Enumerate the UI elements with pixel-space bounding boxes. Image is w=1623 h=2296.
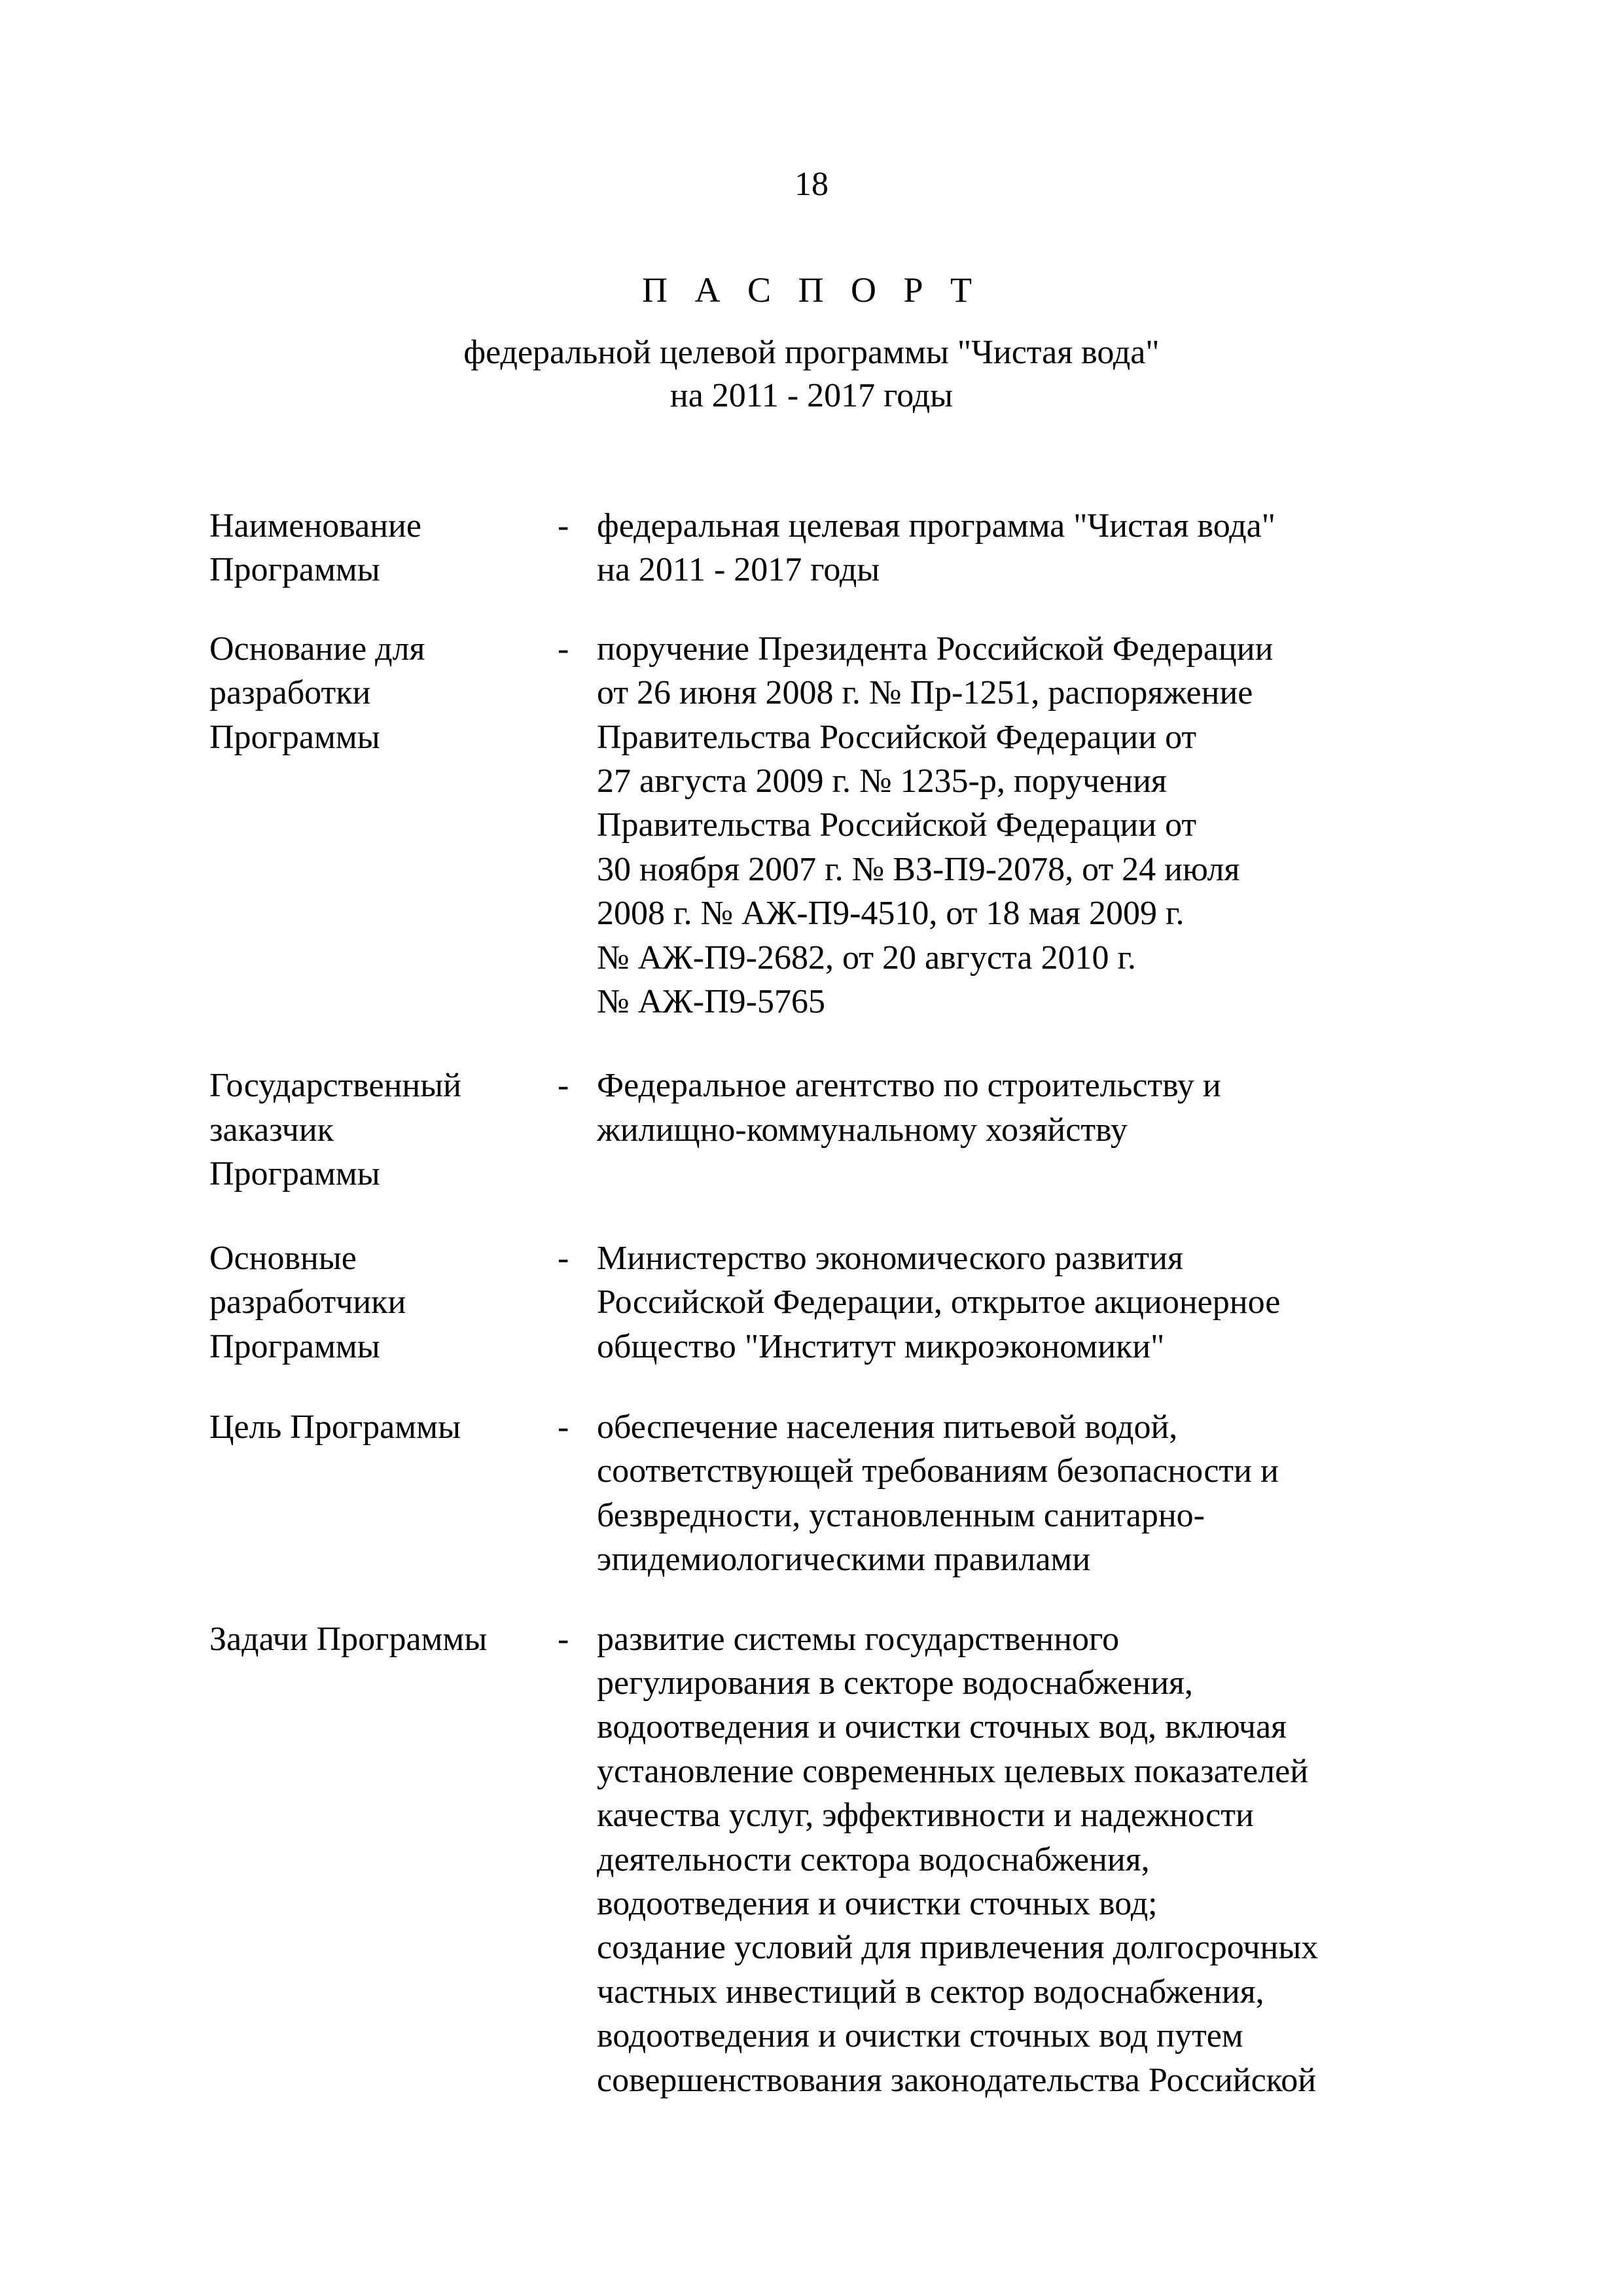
row-label xyxy=(209,1236,556,1369)
row-value xyxy=(597,504,1427,592)
value-line: водоотведения и очистки сточных вод; xyxy=(597,1884,1158,1922)
row-label xyxy=(209,504,556,592)
value-line: водоотведения и очистки сточных вод путем xyxy=(597,2017,1243,2055)
value-line: Российской Федерации, открытое акционерное xyxy=(597,1283,1281,1321)
value-line: установление современных целевых показателей xyxy=(597,1752,1309,1790)
value-line: соответствующей требованиям безопасности и xyxy=(597,1452,1279,1490)
value-line: на 2011 - 2017 годы xyxy=(597,551,880,589)
label-line: разработки xyxy=(209,674,371,712)
value-line: поручение Президента Российской Федерации xyxy=(597,630,1274,668)
value-line: общество "Институт микроэкономики" xyxy=(597,1327,1165,1365)
label-line: Государственный xyxy=(209,1067,461,1105)
value-line: частных инвестиций в сектор водоснабжения, xyxy=(597,1973,1264,2011)
row-dash: - xyxy=(558,630,569,668)
row-dash: - xyxy=(558,1620,569,1658)
value-line: 2008 г. № АЖ-П9-4510, от 18 мая 2009 г. xyxy=(597,895,1185,933)
value-line: Правительства Российской Федерации от xyxy=(597,718,1197,756)
value-line: № АЖ-П9-5765 xyxy=(597,983,825,1021)
label-line: Основание для xyxy=(209,630,425,668)
row-value xyxy=(597,1236,1427,1369)
row-value xyxy=(597,627,1427,1024)
passport-row-goal xyxy=(209,1405,1427,1582)
row-dash: - xyxy=(558,1408,569,1446)
value-line: федеральная целевая программа "Чистая вода" xyxy=(597,507,1275,545)
label-line: Программы xyxy=(209,1327,380,1365)
subtitle-line: федеральной целевой программы "Чистая вода" xyxy=(463,334,1160,371)
value-line: от 26 июня 2008 г. № Пр-1251, распоряжение xyxy=(597,674,1253,712)
passport-row-basis xyxy=(209,627,1427,1024)
document-title: П А С П О Р Т xyxy=(641,270,982,310)
row-label xyxy=(209,627,556,759)
row-value xyxy=(597,1064,1427,1152)
value-line: совершенствования законодательства Российской xyxy=(597,2061,1317,2099)
label-line: Программы xyxy=(209,1155,380,1193)
value-line: 30 ноября 2007 г. № ВЗ-П9-2078, от 24 июля xyxy=(597,850,1240,888)
passport-row-developers xyxy=(209,1236,1427,1369)
label-line: Задачи Программы xyxy=(209,1620,488,1658)
value-line: 27 августа 2009 г. № 1235-р, поручения xyxy=(597,762,1167,800)
row-label xyxy=(209,1064,556,1196)
passport-row-customer xyxy=(209,1064,1427,1196)
row-dash: - xyxy=(558,507,569,545)
value-line: регулирования в секторе водоснабжения, xyxy=(597,1664,1193,1702)
value-line: Министерство экономического развития xyxy=(597,1239,1183,1277)
label-line: Программы xyxy=(209,718,380,756)
passport-row-tasks xyxy=(209,1617,1427,2102)
row-dash: - xyxy=(558,1239,569,1277)
value-line: № АЖ-П9-2682, от 20 августа 2010 г. xyxy=(597,939,1136,977)
value-line: качества услуг, эффективности и надежности xyxy=(597,1797,1254,1835)
label-line: Основные xyxy=(209,1239,357,1277)
value-line: создание условий для привлечения долгосрочных xyxy=(597,1929,1319,1967)
row-label xyxy=(209,1405,556,1449)
label-line: Цель Программы xyxy=(209,1408,461,1446)
subtitle-line: на 2011 - 2017 годы xyxy=(669,377,954,414)
value-line: обеспечение населения питьевой водой, xyxy=(597,1408,1178,1446)
label-line: разработчики xyxy=(209,1283,406,1321)
row-label xyxy=(209,1617,556,1661)
value-line: безвредности, установленным санитарно- xyxy=(597,1496,1205,1534)
document-subtitle xyxy=(0,331,1623,418)
value-line: жилищно-коммунальному хозяйству xyxy=(597,1111,1128,1149)
row-value xyxy=(597,1617,1427,2102)
value-line: развитие системы государственного xyxy=(597,1620,1120,1658)
value-line: эпидемиологическими правилами xyxy=(597,1541,1091,1579)
value-line: Федеральное агентство по строительству и xyxy=(597,1067,1221,1105)
row-dash: - xyxy=(558,1067,569,1105)
label-line: Программы xyxy=(209,551,380,589)
label-line: Наименование xyxy=(209,507,421,545)
value-line: деятельности сектора водоснабжения, xyxy=(597,1840,1150,1878)
value-line: Правительства Российской Федерации от xyxy=(597,806,1197,844)
page-number: 18 xyxy=(794,166,829,203)
row-value xyxy=(597,1405,1427,1582)
label-line: заказчик xyxy=(209,1111,334,1149)
value-line: водоотведения и очистки сточных вод, включая xyxy=(597,1708,1287,1746)
passport-row-name xyxy=(209,504,1427,592)
passport-table xyxy=(209,504,1427,2102)
